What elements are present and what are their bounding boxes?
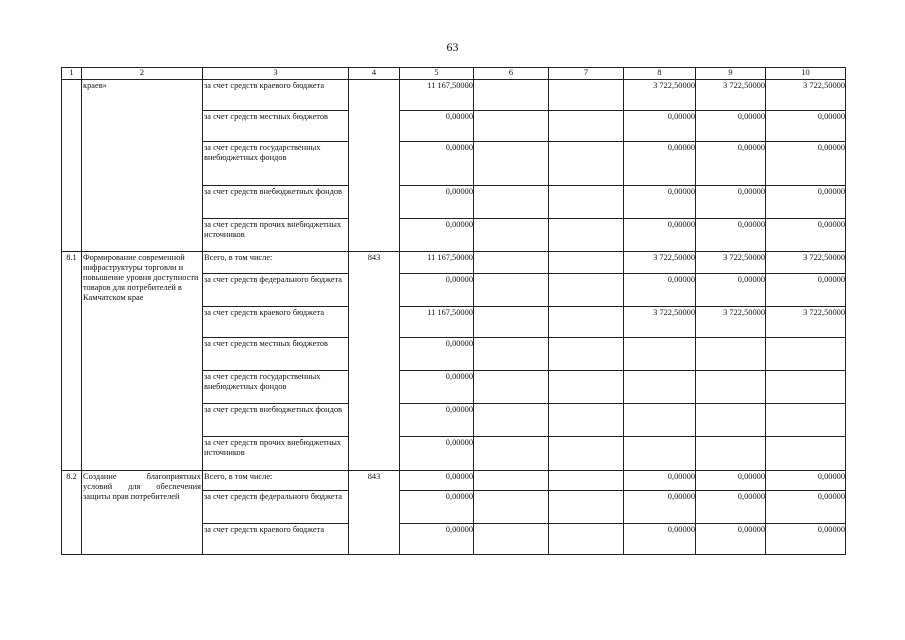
value-cell-c6 [474, 307, 549, 338]
item-number-cell [62, 80, 82, 252]
value-cell-c8: 0,00000 [624, 142, 696, 186]
funding-source-cell: за счет средств прочих внебюджетных источников [203, 219, 349, 252]
value-cell-c5: 11 167,50000 [400, 307, 474, 338]
value-cell-c9 [696, 338, 766, 371]
value-cell-c7 [549, 338, 624, 371]
value-cell-c9: 0,00000 [696, 186, 766, 219]
header-cell: 6 [474, 68, 549, 80]
header-cell: 10 [766, 68, 846, 80]
value-cell-c9: 0,00000 [696, 274, 766, 307]
funding-source-cell: за счет средств краевого бюджета [203, 524, 349, 555]
funding-source-cell: за счет средств местных бюджетов [203, 338, 349, 371]
value-cell-c6 [474, 371, 549, 404]
value-cell-c10: 0,00000 [766, 491, 846, 524]
value-cell-c10: 0,00000 [766, 524, 846, 555]
value-cell-c7 [549, 404, 624, 437]
value-cell-c7 [549, 186, 624, 219]
value-cell-c8 [624, 338, 696, 371]
value-cell-c7 [549, 491, 624, 524]
value-cell-c9: 0,00000 [696, 524, 766, 555]
value-cell-c8: 0,00000 [624, 524, 696, 555]
funding-source-cell: за счет средств внебюджетных фондов [203, 186, 349, 219]
value-cell-c5: 0,00000 [400, 274, 474, 307]
value-cell-c6 [474, 252, 549, 274]
value-cell-c10: 0,00000 [766, 111, 846, 142]
funding-source-cell: за счет средств федерального бюджета [203, 274, 349, 307]
header-cell: 9 [696, 68, 766, 80]
funding-source-cell: за счет средств федерального бюджета [203, 491, 349, 524]
code-cell: 843 [349, 252, 400, 471]
value-cell-c5: 0,00000 [400, 338, 474, 371]
value-cell-c8: 0,00000 [624, 219, 696, 252]
value-cell-c8: 0,00000 [624, 491, 696, 524]
value-cell-c7 [549, 111, 624, 142]
value-cell-c5: 0,00000 [400, 111, 474, 142]
value-cell-c10: 3 722,50000 [766, 252, 846, 274]
code-cell: 843 [349, 471, 400, 555]
header-cell: 8 [624, 68, 696, 80]
value-cell-c5: 0,00000 [400, 371, 474, 404]
value-cell-c10 [766, 437, 846, 471]
value-cell-c7 [549, 471, 624, 491]
value-cell-c10: 0,00000 [766, 219, 846, 252]
value-cell-c9: 0,00000 [696, 491, 766, 524]
header-cell: 5 [400, 68, 474, 80]
value-cell-c7 [549, 371, 624, 404]
item-number-cell: 8.2 [62, 471, 82, 555]
value-cell-c9 [696, 371, 766, 404]
value-cell-c6 [474, 186, 549, 219]
value-cell-c10 [766, 338, 846, 371]
header-row [62, 68, 846, 80]
item-name-cell: Формирование современной инфраструктуры торговли и повышение уровня доступности товаров для потребителей в Камчатском крае [82, 252, 203, 471]
header-cell: 1 [62, 68, 82, 80]
header-cell: 2 [82, 68, 203, 80]
value-cell-c5: 0,00000 [400, 471, 474, 491]
value-cell-c8: 0,00000 [624, 111, 696, 142]
funding-source-cell: Всего, в том числе: [203, 252, 349, 274]
header-cell: 4 [349, 68, 400, 80]
value-cell-c10: 3 722,50000 [766, 307, 846, 338]
value-cell-c5: 0,00000 [400, 186, 474, 219]
funding-source-cell: за счет средств прочих внебюджетных источников [203, 437, 349, 471]
value-cell-c5: 11 167,50000 [400, 80, 474, 111]
table-row [62, 471, 846, 491]
header-cell: 7 [549, 68, 624, 80]
value-cell-c10 [766, 371, 846, 404]
header-cell: 3 [203, 68, 349, 80]
page-number: 63 [446, 40, 459, 54]
value-cell-c9: 0,00000 [696, 111, 766, 142]
funding-source-cell: за счет средств государственных внебюджетных фондов [203, 142, 349, 186]
value-cell-c5: 0,00000 [400, 437, 474, 471]
value-cell-c7 [549, 524, 624, 555]
code-cell [349, 80, 400, 252]
value-cell-c8: 3 722,50000 [624, 80, 696, 111]
value-cell-c7 [549, 219, 624, 252]
value-cell-c8 [624, 371, 696, 404]
value-cell-c7 [549, 142, 624, 186]
value-cell-c8: 0,00000 [624, 186, 696, 219]
value-cell-c5: 0,00000 [400, 404, 474, 437]
funding-source-cell: за счет средств местных бюджетов [203, 111, 349, 142]
item-number-cell: 8.1 [62, 252, 82, 471]
value-cell-c8: 0,00000 [624, 274, 696, 307]
table-row [62, 80, 846, 111]
value-cell-c6 [474, 80, 549, 111]
value-cell-c9 [696, 437, 766, 471]
value-cell-c9: 0,00000 [696, 471, 766, 491]
value-cell-c10: 3 722,50000 [766, 80, 846, 111]
value-cell-c6 [474, 338, 549, 371]
item-name-cell: краев» [82, 80, 203, 252]
value-cell-c5: 0,00000 [400, 491, 474, 524]
value-cell-c8 [624, 404, 696, 437]
table-body [62, 68, 846, 555]
value-cell-c10: 0,00000 [766, 142, 846, 186]
value-cell-c5: 0,00000 [400, 219, 474, 252]
funding-source-cell: за счет средств краевого бюджета [203, 307, 349, 338]
value-cell-c8: 3 722,50000 [624, 307, 696, 338]
budget-table [61, 67, 846, 555]
value-cell-c10: 0,00000 [766, 186, 846, 219]
value-cell-c5: 0,00000 [400, 142, 474, 186]
value-cell-c6 [474, 274, 549, 307]
funding-source-cell: за счет средств государственных внебюджетных фондов [203, 371, 349, 404]
value-cell-c8 [624, 437, 696, 471]
value-cell-c6 [474, 111, 549, 142]
value-cell-c6 [474, 437, 549, 471]
value-cell-c6 [474, 524, 549, 555]
item-name-cell: Создание благоприятных условий для обеспечения защиты прав потребителей [82, 471, 203, 555]
table-row [62, 252, 846, 274]
value-cell-c5: 0,00000 [400, 524, 474, 555]
value-cell-c6 [474, 471, 549, 491]
funding-source-cell: за счет средств внебюджетных фондов [203, 404, 349, 437]
funding-source-cell: Всего, в том числе: [203, 471, 349, 491]
value-cell-c9: 3 722,50000 [696, 252, 766, 274]
value-cell-c10: 0,00000 [766, 471, 846, 491]
value-cell-c9: 3 722,50000 [696, 307, 766, 338]
value-cell-c7 [549, 307, 624, 338]
value-cell-c7 [549, 437, 624, 471]
funding-source-cell: за счет средств краевого бюджета [203, 80, 349, 111]
value-cell-c9: 0,00000 [696, 142, 766, 186]
value-cell-c7 [549, 80, 624, 111]
value-cell-c9 [696, 404, 766, 437]
value-cell-c10: 0,00000 [766, 274, 846, 307]
value-cell-c8: 0,00000 [624, 471, 696, 491]
value-cell-c7 [549, 274, 624, 307]
value-cell-c7 [549, 252, 624, 274]
value-cell-c6 [474, 404, 549, 437]
value-cell-c10 [766, 404, 846, 437]
value-cell-c6 [474, 142, 549, 186]
value-cell-c9: 3 722,50000 [696, 80, 766, 111]
value-cell-c5: 11 167,50000 [400, 252, 474, 274]
value-cell-c6 [474, 491, 549, 524]
value-cell-c6 [474, 219, 549, 252]
value-cell-c8: 3 722,50000 [624, 252, 696, 274]
value-cell-c9: 0,00000 [696, 219, 766, 252]
